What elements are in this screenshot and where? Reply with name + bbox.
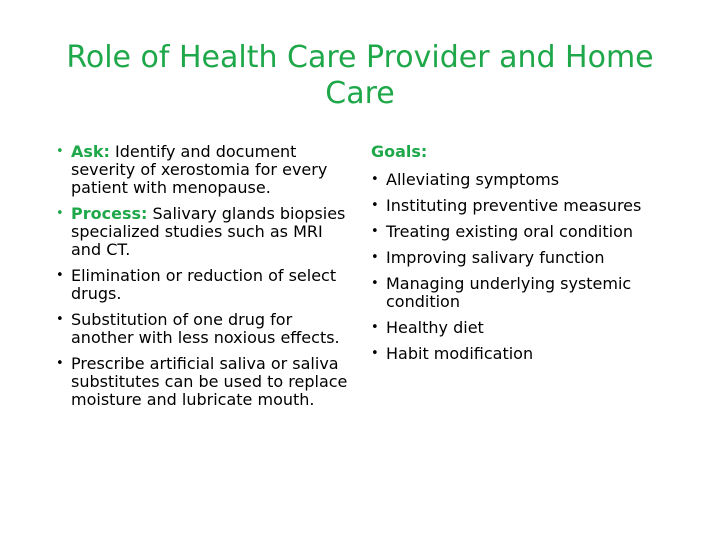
bullet-icon: • <box>371 320 379 335</box>
item-keyword: Ask: <box>71 142 110 161</box>
bullet-icon: • <box>56 268 64 283</box>
bullet-icon: • <box>371 250 379 265</box>
bullet-icon: • <box>56 206 64 221</box>
item-text: Salivary glands biopsies specialized studies such as MRI and CT. <box>71 204 346 259</box>
goal-item <box>371 249 671 267</box>
goal-item <box>371 171 671 189</box>
list-item <box>56 355 356 409</box>
item-text: Prescribe artificial saliva or saliva substitutes can be used to replace moisture and lubricate mouth. <box>71 354 348 409</box>
right-column <box>371 143 671 371</box>
bullet-icon: • <box>371 276 379 291</box>
bullet-icon: • <box>56 144 64 159</box>
bullet-icon: • <box>56 312 64 327</box>
slide-title: Role of Health Care Provider and Home Care <box>66 40 654 111</box>
goal-text: Improving salivary function <box>386 248 605 267</box>
bullet-icon: • <box>371 172 379 187</box>
goal-item <box>371 319 671 337</box>
bullet-icon: • <box>371 346 379 361</box>
goal-text: Alleviating symptoms <box>386 170 560 189</box>
goal-text: Instituting preventive measures <box>386 196 642 215</box>
goal-item <box>371 275 671 311</box>
goal-text: Managing underlying systemic condition <box>386 274 632 311</box>
bullet-icon: • <box>56 356 64 371</box>
goal-text: Healthy diet <box>386 318 484 337</box>
bullet-icon: • <box>371 198 379 213</box>
list-item-ask <box>56 143 356 197</box>
item-keyword: Process: <box>71 204 148 223</box>
goals-list <box>371 171 671 363</box>
goal-item <box>371 223 671 241</box>
list-item <box>56 311 356 347</box>
list-item-process <box>56 205 356 259</box>
bullet-icon: • <box>371 224 379 239</box>
item-text: Substitution of one drug for another with less noxious effects. <box>71 310 340 347</box>
goal-item <box>371 345 671 363</box>
item-text: Elimination or reduction of select drugs. <box>71 266 337 303</box>
left-column <box>56 143 356 417</box>
item-text: Identify and document severity of xerostomia for every patient with menopause. <box>71 142 328 197</box>
goal-item <box>371 197 671 215</box>
goal-text: Treating existing oral condition <box>386 222 633 241</box>
left-bullet-list <box>56 143 356 409</box>
goal-text: Habit modification <box>386 344 534 363</box>
list-item <box>56 267 356 303</box>
goals-heading: Goals: <box>371 142 428 161</box>
